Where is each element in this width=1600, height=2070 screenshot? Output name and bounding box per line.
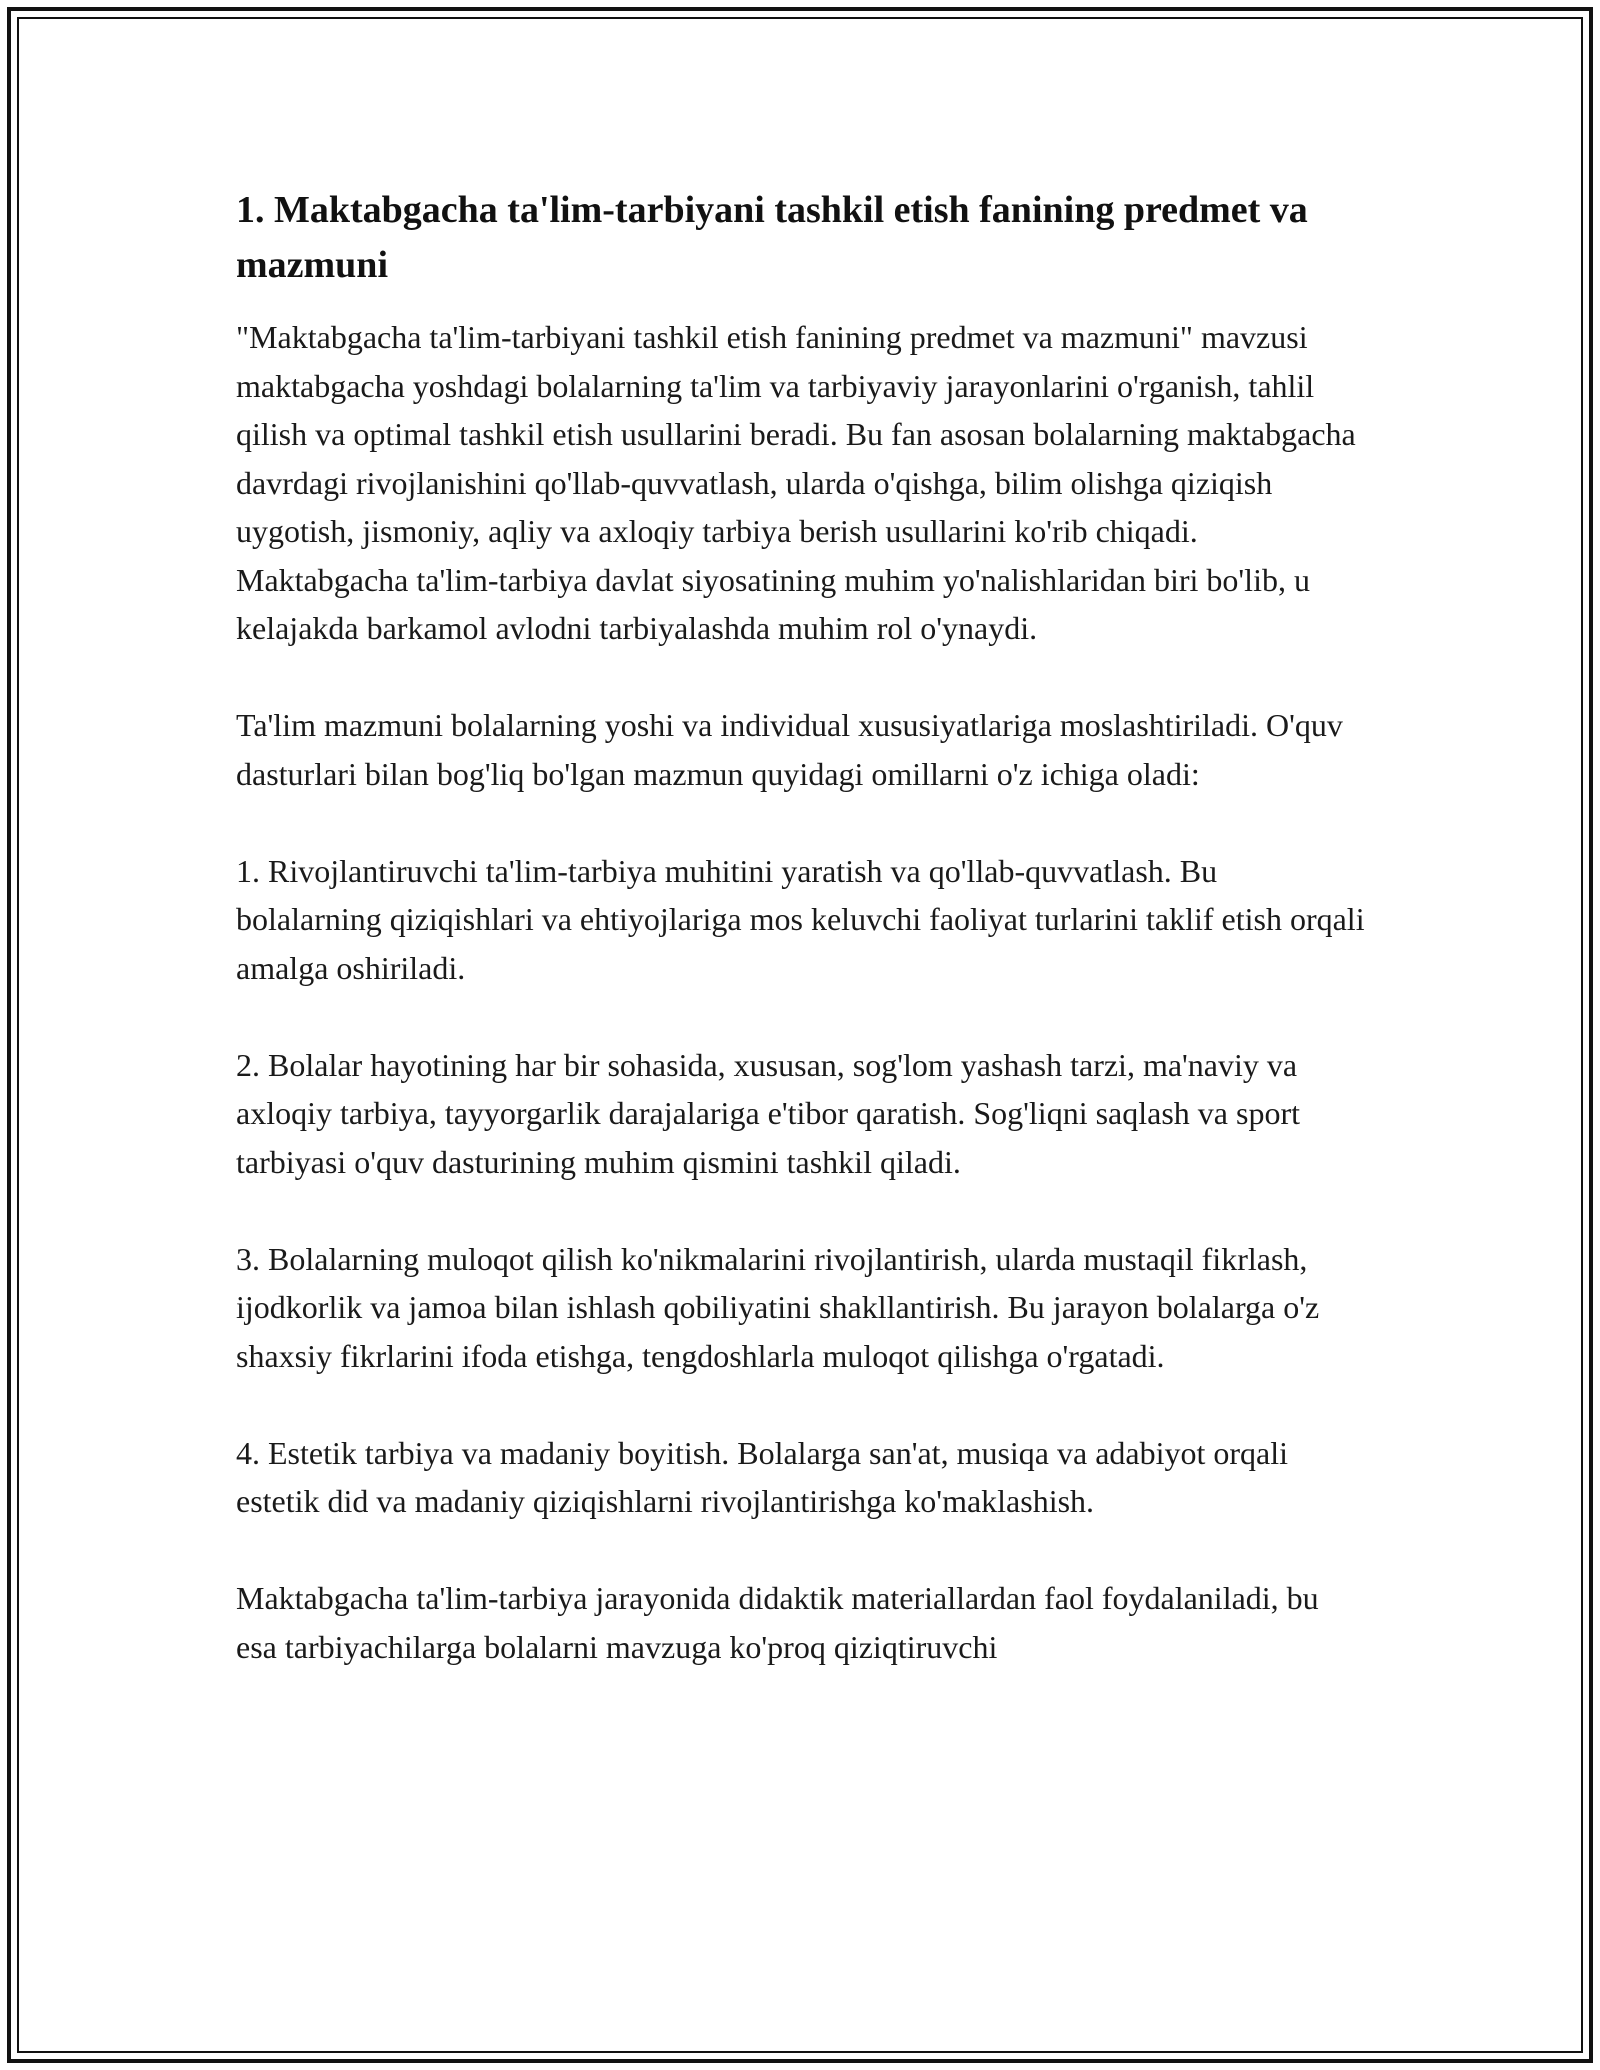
document-title: 1. Maktabgacha ta'lim-tarbiyani tashkil etish fanining predmet va mazmuni xyxy=(236,189,1308,286)
paragraph-content-scope: Ta'lim mazmuni bolalarning yoshi va individual xususiyatlariga moslashtiriladi. O'quv dasturlari bilan bog'liq bo'lgan mazmun quyidagi omillarni o'z ichiga oladi: xyxy=(236,707,1343,792)
list-item-3: 3. Bolalarning muloqot qilish ko'nikmalarini rivojlantirish, ularda mustaqil fikrlash, ijodkorlik va jamoa bilan ishlash qobiliyatini shakllantirish. Bu jarayon bolalarga o'z shaxsiy fikrlarini ifoda etishga, tengdoshlarla muloqot qilishga o'rgatadi. xyxy=(236,1240,1320,1374)
list-item-2: 2. Bolalar hayotining har bir sohasida, xususan, sog'lom yashash tarzi, ma'naviy va axloqiy tarbiya, tayyorgarlik darajalariga e'tibor qaratish. Sog'liqni saqlash va sport tarbiyasi o'quv dasturining muhim qismini tashkil qiladi. xyxy=(236,1046,1300,1180)
list-item-4: 4. Estetik tarbiya va madaniy boyitish. Bolalarga san'at, musiqa va adabiyot orqali estetik did va madaniy qiziqishlarni rivojlantirishga ko'maklashish. xyxy=(236,1434,1289,1519)
list-item-1: 1. Rivojlantiruvchi ta'lim-tarbiya muhitini yaratish va qo'llab-quvvatlash. Bu bolalarning qiziqishlari va ehtiyojlariga mos keluvchi faoliyat turlarini taklif etish orqali amalga oshiriladi. xyxy=(236,852,1365,986)
paragraph-intro: "Maktabgacha ta'lim-tarbiyani tashkil etish fanining predmet va mazmuni" mavzusi maktabgacha yoshdagi bolalarning ta'lim va tarbiyaviy jarayonlarini o'rganish, tahlil qilish va optimal tashkil etish usullarini beradi. Bu fan asosan bolalarning maktabgacha davrdagi rivojlanishini qo'llab-quvvatlash, ularda o'qishga, bilim olishga qiziqish uygotish, jismoniy, aqliy va axloqiy tarbiya berish usullarini ko'rib chiqadi. Maktabgacha ta'lim-tarbiya davlat siyosatining muhim yo'nalishlaridan biri bo'lib, u kelajakda barkamol avlodni tarbiyalashda muhim rol o'ynaydi. xyxy=(236,319,1356,646)
paragraph-didactic: Maktabgacha ta'lim-tarbiya jarayonida didaktik materiallardan faol foydalaniladi, bu esa tarbiyachilarga bolalarni mavzuga ko'proq qiziqtiruvchi xyxy=(236,1580,1319,1665)
document-page xyxy=(236,183,1366,1671)
